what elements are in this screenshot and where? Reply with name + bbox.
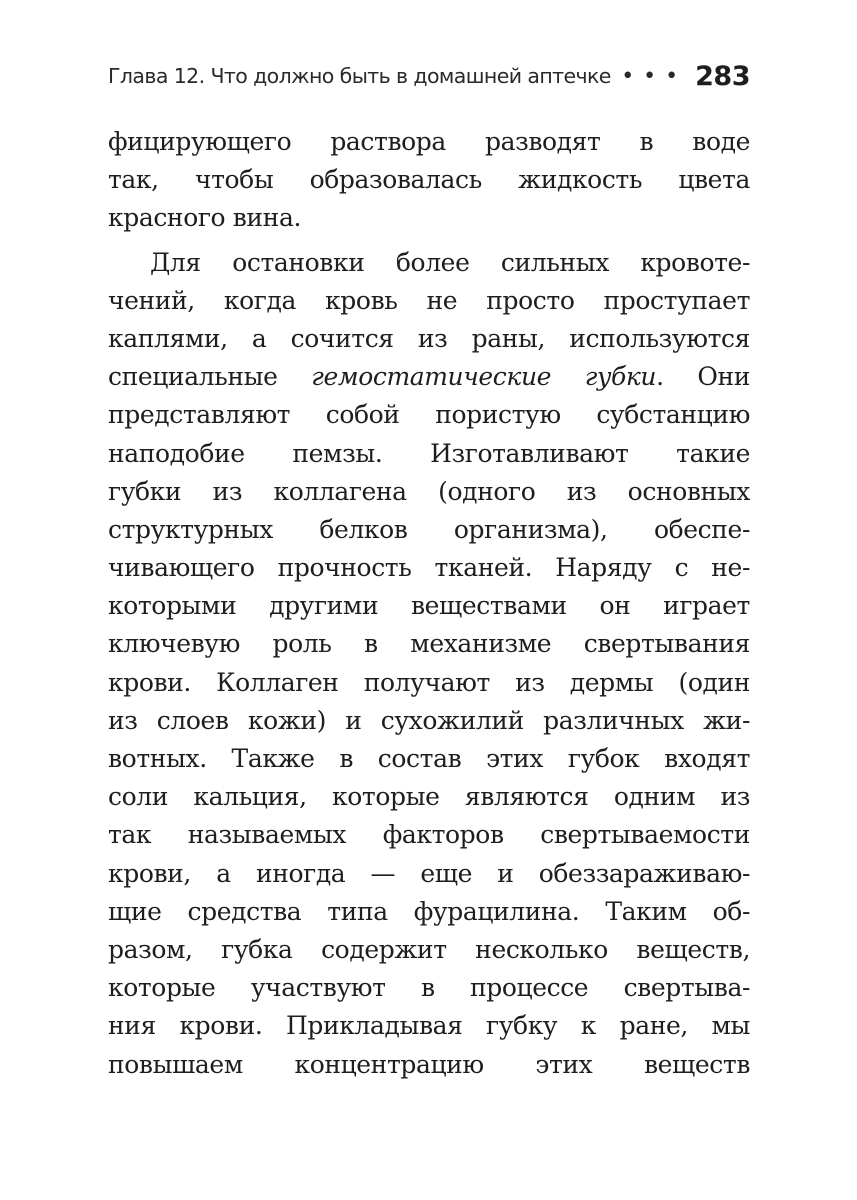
text-line-with-term [108, 358, 750, 396]
text-line: соли кальция, которые являются одним из [108, 782, 750, 812]
text-line: губки из коллагена (одного из основных [108, 476, 750, 506]
text-line: из слоев кожи) и сухожилий различных жи- [108, 705, 750, 735]
text-line: красного вина. [108, 203, 301, 233]
header-dots: ••• [621, 63, 688, 89]
paragraph-continued [108, 123, 750, 238]
text-line: структурных белков организма), обеспе- [108, 514, 750, 544]
text-line: которыми другими веществами он играет [108, 591, 750, 621]
text-line: наподобие пемзы. Изготавливают такие [108, 438, 750, 468]
paragraph-hemostatic-sponges [108, 244, 750, 1084]
running-header [108, 56, 750, 96]
italic-term: гемостатические губки [311, 362, 657, 392]
text-line: каплями, а сочится из раны, используются [108, 323, 750, 353]
chapter-title: Глава 12. Что должно быть в домашней аптечке [108, 64, 611, 88]
text-line: представляют собой пористую субстанцию [108, 400, 750, 430]
text-line: Для остановки более сильных кровоте- [150, 247, 750, 277]
text-line: вотных. Также в состав этих губок входят [108, 744, 750, 773]
text-line: ния крови. Прикладывая губку к ране, мы [108, 1011, 750, 1041]
text-line: крови, а иногда — еще и обеззараживаю- [108, 858, 750, 888]
body-text [108, 123, 750, 1084]
text-line: так называемых факторов свертываемости [108, 820, 750, 850]
text-line: чений, когда кровь не просто проступает [108, 285, 750, 315]
text-fragment: . Они [656, 362, 750, 392]
text-fragment: специальные [108, 362, 312, 392]
text-line: так, чтобы образовалась жидкость цвета [108, 165, 750, 195]
text-line: разом, губка содержит несколько веществ, [108, 934, 750, 964]
header-right [621, 61, 750, 92]
text-line: которые участвуют в процессе свертыва- [108, 973, 750, 1003]
text-line: крови. Коллаген получают из дермы (один [108, 667, 750, 697]
page-number: 283 [695, 60, 750, 92]
text-line: повышаем концентрацию этих веществ [108, 1049, 750, 1079]
text-line: щие средства типа фурацилина. Таким об- [108, 896, 750, 926]
text-line: чивающего прочность тканей. Наряду с не- [108, 553, 750, 583]
text-line: фицирующего раствора разводят в воде [108, 127, 750, 156]
text-line: ключевую роль в механизме свертывания [108, 629, 750, 659]
